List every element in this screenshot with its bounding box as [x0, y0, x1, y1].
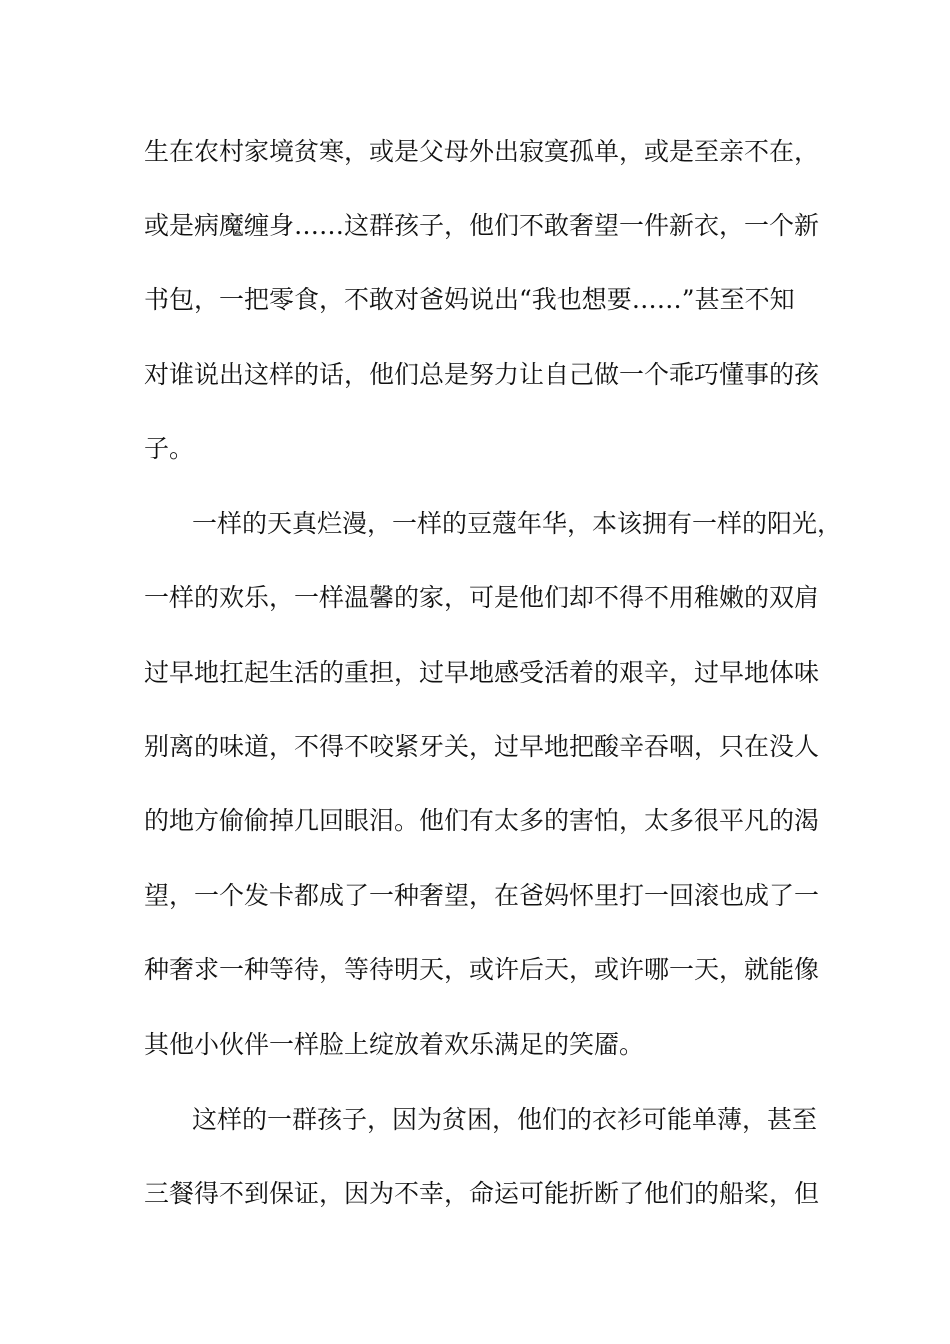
- paragraph-first-line: 这样的一群孩子，因为贫困，他们的衣衫可能单薄，甚至: [192, 1105, 818, 1134]
- text-line: 过早地扛起生活的重担，过早地感受活着的艰辛，过早地体味: [144, 658, 820, 687]
- text-line: 望，一个发卡都成了一种奢望，在爸妈怀里打一回滚也成了一: [144, 881, 820, 910]
- text-line: 别离的味道，不得不咬紧牙关，过早地把酸辛吞咽，只在没人: [144, 732, 820, 761]
- text-line: 三餐得不到保证，因为不幸，命运可能折断了他们的船桨，但: [144, 1179, 820, 1208]
- text-line: 对谁说出这样的话，他们总是努力让自己做一个乖巧懂事的孩: [144, 360, 820, 389]
- text-line: 种奢求一种等待，等待明天，或许后天，或许哪一天，就能像: [144, 955, 820, 984]
- paragraph-first-line: 一样的天真烂漫，一样的豆蔻年华，本该拥有一样的阳光，: [192, 509, 843, 538]
- text-line: 子。: [144, 434, 195, 463]
- text-line: 的地方偷偷掉几回眼泪。他们有太多的害怕，太多很平凡的渴: [144, 806, 820, 835]
- text-line: 生在农村家境贫寒，或是父母外出寂寞孤单，或是至亲不在，: [144, 137, 820, 166]
- text-line: 一样的欢乐，一样温馨的家，可是他们却不得不用稚嫩的双肩: [144, 583, 820, 612]
- text-line: 其他小伙伴一样脸上绽放着欢乐满足的笑靥。: [144, 1030, 645, 1059]
- text-line: 书包，一把零食，不敢对爸妈说出“我也想要……”甚至不知: [144, 285, 795, 314]
- text-line: 或是病魔缠身……这群孩子，他们不敢奢望一件新衣，一个新: [144, 211, 820, 240]
